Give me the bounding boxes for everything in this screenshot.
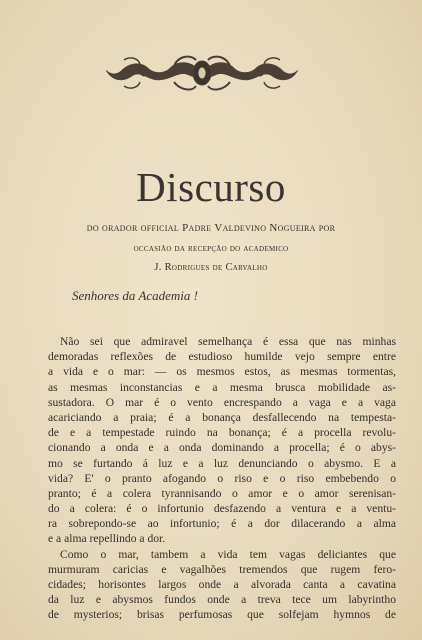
body-line: pranto; é a colera tyrannisando o amor e o amor serenisan- bbox=[48, 486, 396, 500]
subtitle-line-3: J. Rodrigues de Carvalho bbox=[154, 262, 268, 273]
body-line: de e a tempestade ruindo na bonança; é a procella revolu- bbox=[48, 426, 396, 440]
decorative-fleuron-icon bbox=[104, 52, 300, 94]
body-line: cidades; horisontes largos onde a alvorada canta a cavatina bbox=[48, 578, 396, 591]
body-line: vida? E' o pranto afogando o riso e o riso embebendo o bbox=[48, 471, 396, 485]
body-line: da luz e abysmos fundos onde a treva tece um labyrintho bbox=[48, 593, 396, 607]
body-line: do a colera: é o infortunio desfazendo a ventura e a ventu- bbox=[48, 502, 396, 516]
body-line: e a alma repellindo a dor. bbox=[48, 532, 166, 546]
body-line: a vida e o mar: — os mesmos estos, as mesmas tormentas, bbox=[48, 365, 396, 379]
subtitle-line-1: do orador official Padre Valdevino Nogueira por bbox=[86, 222, 336, 234]
body-line: mo se furtando á luz e a luz denunciando o abysmo. E a bbox=[48, 456, 396, 470]
body-line: ra sobrepondo-se ao infortunio; é a dor dilacerando a alma bbox=[48, 517, 396, 531]
body-line: de mysterios; brisas perfumosas que solfejam hymnos de bbox=[48, 608, 396, 622]
body-line: cionando a onda e a onda dominando a procella; é o abys- bbox=[48, 441, 396, 455]
page-title: Discurso bbox=[136, 164, 286, 210]
body-line: sustadora. O mar é o vento encrespando a vaga e a vaga bbox=[48, 395, 396, 409]
body-line: acariciando a praia; é a bonança desfallecendo na tempesta- bbox=[48, 410, 396, 424]
body-line: as mesmas inconstancias e a mesma brusca mobilidade as- bbox=[48, 380, 396, 394]
body-line: murmuram caricias e vagalhões tremendos que rugem fero- bbox=[48, 562, 396, 576]
body-text bbox=[48, 334, 396, 623]
body-line: Como o mar, tambem a vida tem vagas deliciantes que bbox=[60, 547, 396, 561]
body-line: Não sei que admiravel semelhança é essa que nas minhas bbox=[60, 335, 396, 348]
subtitle-line-2: occasião da recepção do academico bbox=[133, 243, 289, 254]
greeting: Senhores da Academia ! bbox=[72, 288, 199, 303]
body-line: demoradas reflexões de estudioso humilde vejo sempre entre bbox=[48, 350, 396, 364]
